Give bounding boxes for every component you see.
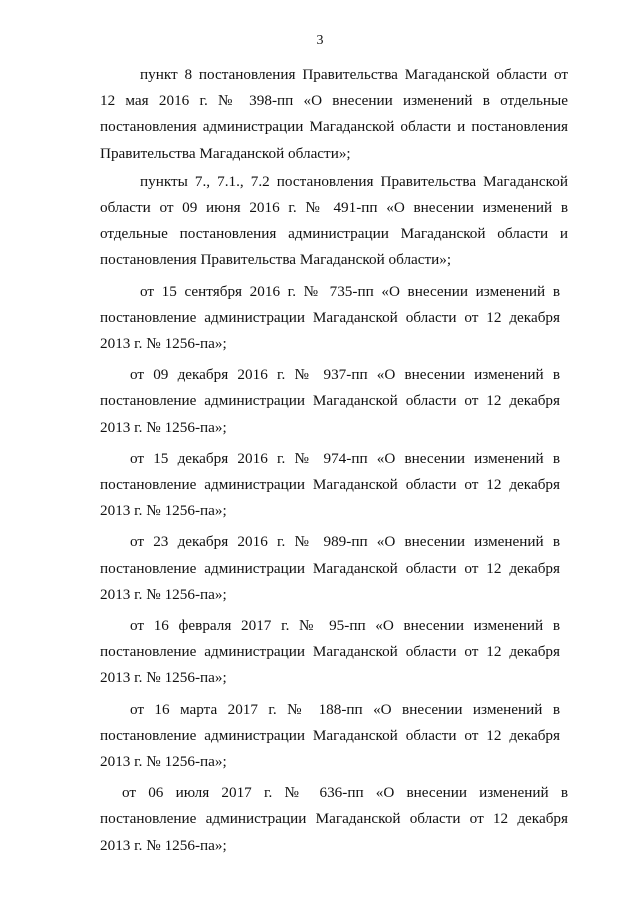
paragraph-decree-491: пункты 7., 7.1., 7.2 постановления Правительства Магаданской области от 09 июня 2016 г. № 491-пп «О внесении изменений в отдельные постановления администрации Магаданской области и постановления Правительства Магаданской области»; xyxy=(100,172,568,269)
document-body xyxy=(100,62,568,859)
paragraph-decree-735: от 15 сентября 2016 г. № 735-пп «О внесении изменений в постановление администрации Магаданской области от 12 декабря 2013 г. № 1256-па»; xyxy=(100,282,560,353)
paragraph-decree-989: от 23 декабря 2016 г. № 989-пп «О внесении изменений в постановление администрации Магаданской области от 12 декабря 2013 г. № 1256-па»; xyxy=(100,533,560,603)
paragraph-decree-95: от 16 февраля 2017 г. № 95-пп «О внесении изменений в постановление администрации Магаданской области от 12 декабря 2013 г. № 1256-па»; xyxy=(100,617,560,687)
paragraph-decree-398: пункт 8 постановления Правительства Магаданской области от 12 мая 2016 г. № 398-пп «О внесении изменений в отдельные постановления администрации Магаданской области и постановления Правительства Магаданской области»; xyxy=(100,66,568,162)
paragraph-decree-974: от 15 декабря 2016 г. № 974-пп «О внесении изменений в постановление администрации Магаданской области от 12 декабря 2013 г. № 1256-па»; xyxy=(100,449,560,520)
page-number: 3 xyxy=(316,33,324,48)
paragraph-decree-636: от 06 июля 2017 г. № 636-пп «О внесении изменений в постановление администрации Магаданской области от 12 декабря 2013 г. № 1256-па»; xyxy=(100,784,568,854)
paragraph-decree-937: от 09 декабря 2016 г. № 937-пп «О внесении изменений в постановление администрации Магаданской области от 12 декабря 2013 г. № 1256-па»; xyxy=(100,366,560,436)
paragraph-decree-188: от 16 марта 2017 г. № 188-пп «О внесении изменений в постановление администрации Магаданской области от 12 декабря 2013 г. № 1256-па»; xyxy=(100,700,560,771)
